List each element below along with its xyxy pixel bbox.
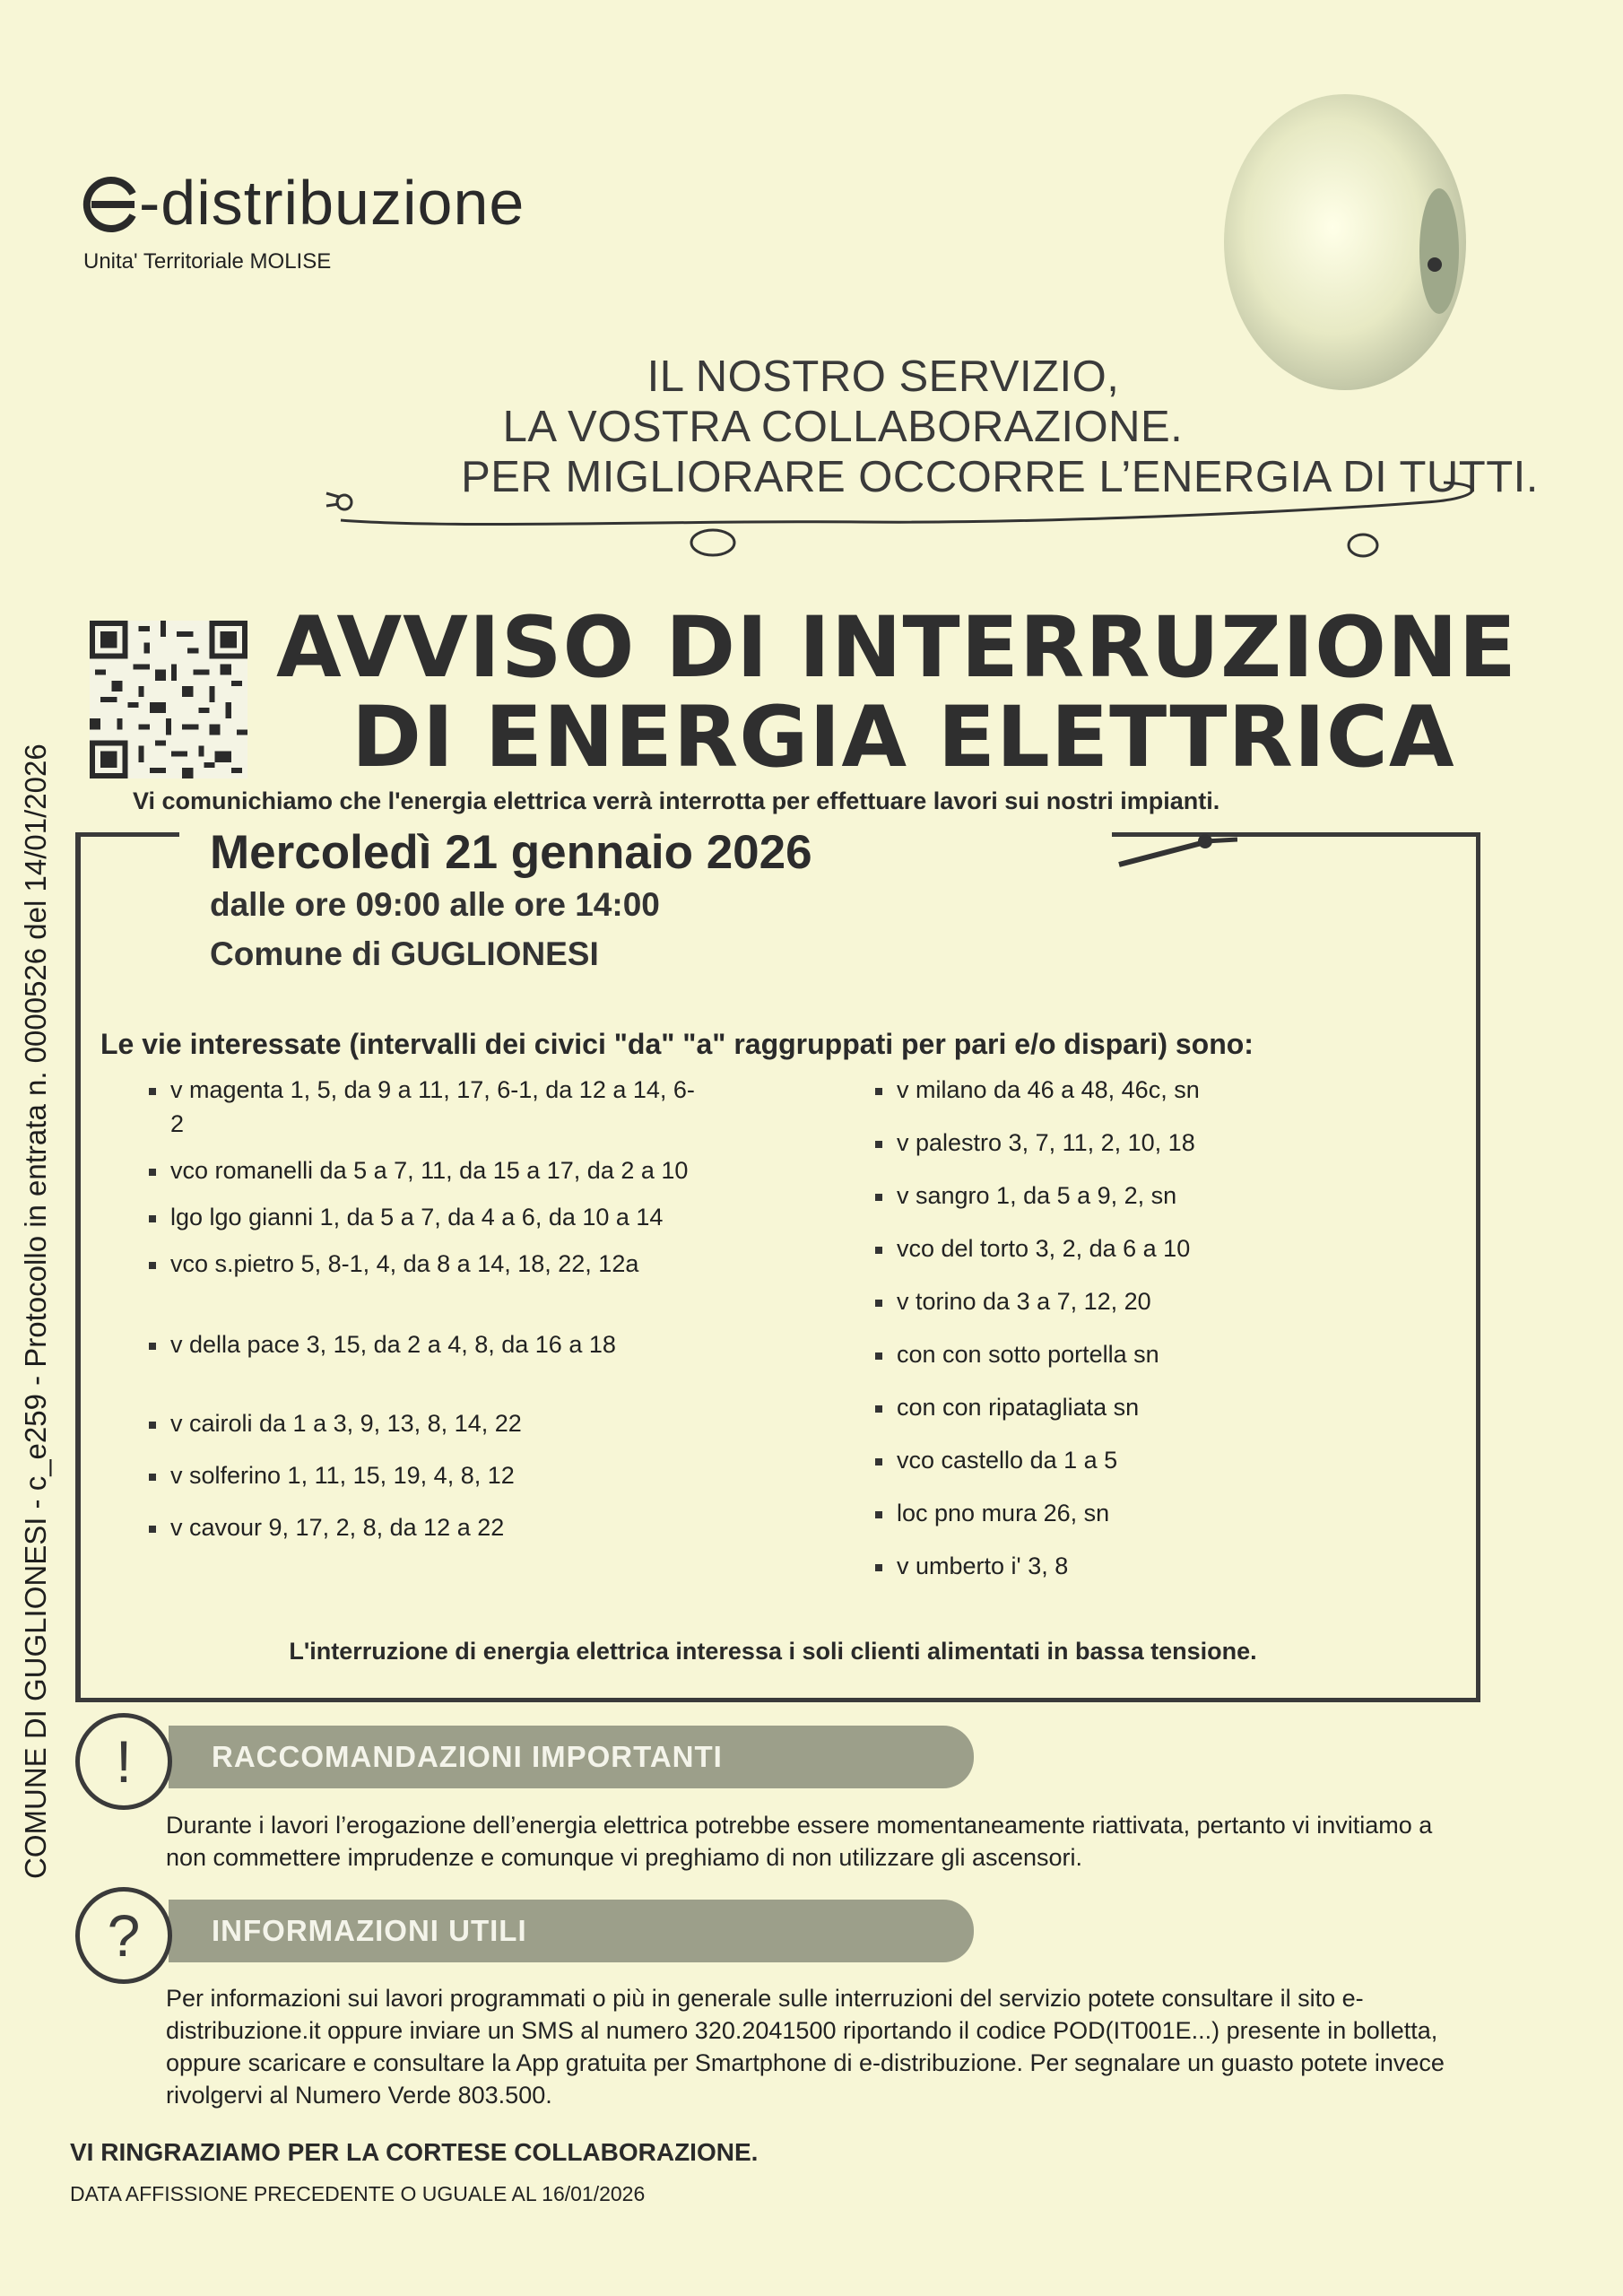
street-item: con con ripatagliata sn [875,1390,1377,1424]
street-item: v torino da 3 a 7, 12, 20 [875,1284,1377,1318]
exclamation-icon: ! [75,1713,172,1810]
street-item: v cairoli da 1 a 3, 9, 13, 8, 14, 22 [149,1406,705,1440]
street-item: v milano da 46 a 48, 46c, sn [875,1073,1377,1107]
useful-info-text: Per informazioni sui lavori programmati o più in generale sulle interruzioni del servizio potete consultare il sito e-distribuzione.it oppure inviare un SMS al numero 320.2041500 riportando il codice POD(IT001E...) presente in bolletta, oppure scaricare e consultare la App gratuita per Smartphone di e-distribuzione. Per segnalare un guasto potete invece rivolgervi al Numero Verde 803.500. [166,1985,1445,2109]
slogan-line-2: LA VOSTRA COLLABORAZIONE. [502,403,1184,451]
streets-list-left [149,1073,705,1544]
question-icon: ? [75,1887,172,1984]
street-item: v della pace 3, 15, da 2 a 4, 8, da 16 a 18 [149,1327,705,1361]
street-item: vco romanelli da 5 a 7, 11, da 15 a 17, da 2 a 10 [149,1153,705,1187]
street-item: v magenta 1, 5, da 9 a 11, 17, 6-1, da 12 a 14, 6-2 [149,1073,705,1141]
street-item: v umberto i' 3, 8 [875,1549,1377,1583]
municipality: Comune di GUGLIONESI [210,935,599,972]
plug-icon [1112,818,1237,872]
street-item: v cavour 9, 17, 2, 8, da 12 a 22 [149,1510,705,1544]
street-item: loc pno mura 26, sn [875,1496,1377,1530]
street-item: vco s.pietro 5, 8-1, 4, da 8 a 14, 18, 22, 12a [149,1247,705,1281]
street-item: vco castello da 1 a 5 [875,1443,1377,1477]
useful-info-banner: INFORMAZIONI UTILI [169,1900,974,1962]
notice-title-line-1: AVVISO DI INTERRUZIONE [276,599,1517,697]
slogan-line-3: PER MIGLIORARE OCCORRE L’ENERGIA DI TUTTI. [461,453,1539,501]
recommendations-text: Durante i lavori l’erogazione dell’energia elettrica potrebbe essere momentaneamente riattivata, pertanto vi invitiamo a non commettere imprudenze e comunque vi preghiamo di non utilizzare gli ascensori. [166,1812,1433,1871]
street-item: lgo lgo gianni 1, da 5 a 7, da 4 a 6, da 10 a 14 [149,1200,705,1234]
low-voltage-note: L'interruzione di energia elettrica interessa i soli clienti alimentati in bassa tensione. [289,1638,1257,1665]
interruption-hours: dalle ore 09:00 alle ore 14:00 [210,886,660,923]
territorial-unit: Unita' Territoriale MOLISE [83,249,332,274]
street-item: vco del torto 3, 2, da 6 a 10 [875,1231,1377,1265]
street-item: con con sotto portella sn [875,1337,1377,1371]
street-item: v solferino 1, 11, 15, 19, 4, 8, 12 [149,1458,705,1492]
brand-name: -distribuzione [139,168,525,238]
streets-heading: Le vie interessate (intervalli dei civici "da" "a" raggruppati per pari e/o dispari) sono: [100,1028,1254,1060]
thanks-text: VI RINGRAZIAMO PER LA CORTESE COLLABORAZIONE. [70,2138,759,2166]
protocol-stamp: COMUNE DI GUGLIONESI - c_e259 - Protocollo in entrata n. 0000526 del 14/01/2026 [19,744,52,1879]
notice-title-line-2: DI ENERGIA ELETTRICA [352,689,1455,787]
power-cord-icon [323,466,1488,565]
interruption-date: Mercoledì 21 gennaio 2026 [210,826,812,879]
streets-list-right [875,1073,1377,1602]
street-item: v sangro 1, da 5 a 9, 2, sn [875,1178,1377,1213]
qr-code-icon [90,621,247,778]
posting-date: DATA AFFISSIONE PRECEDENTE O UGUALE AL 16/01/2026 [70,2182,646,2205]
street-item: v palestro 3, 7, 11, 2, 10, 18 [875,1126,1377,1160]
slogan-line-1: IL NOSTRO SERVIZIO, [647,352,1120,401]
intro-text: Vi comunichiamo che l'energia elettrica verrà interrotta per effettuare lavori sui nostri impianti. [133,787,1220,814]
e-distribuzione-logo-icon [79,170,140,233]
recommendations-banner: RACCOMANDAZIONI IMPORTANTI [169,1726,974,1788]
